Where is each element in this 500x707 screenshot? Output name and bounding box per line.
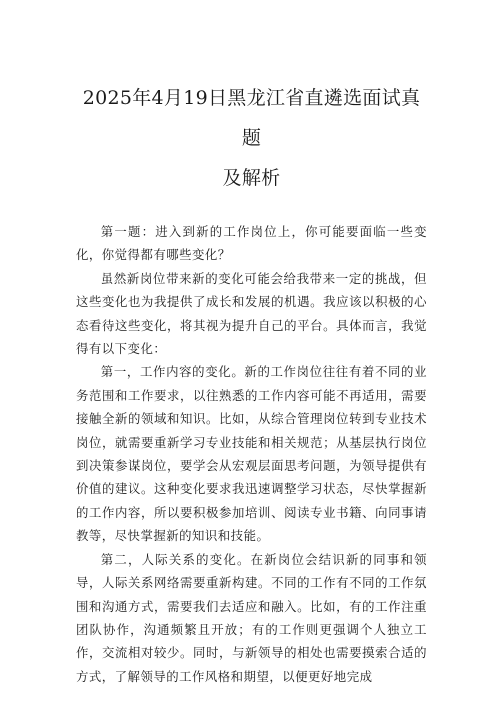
paragraph-question: 第一题：进入到新的工作岗位上，你可能要面临一些变化，你觉得都有哪些变化？ xyxy=(76,224,427,263)
title-line-2: 及解析 xyxy=(222,167,281,189)
document-body xyxy=(76,220,427,688)
title-line-1: 2025年4月19日黑龙江省直遴选面试真题 xyxy=(82,87,421,149)
paragraph-work-content: 第一，工作内容的变化。新的工作岗位往往有着不同的业务范围和工作要求，以往熟悉的工作内容可能不再适用，需要接触全新的领域和知识。比如，从综合管理岗位转到专业技术岗位，就需要重新学习专业技能和相关规范；从基层执行岗位到决策参谋岗位，要学会从宏观层面思考问题，为领导提供有价值的建议。这种变化要求我迅速调整学习状态，尽快掌握新的工作内容，所以要积极参加培训、阅读专业书籍、向同事请教等，尽快掌握新的知识和技能。 xyxy=(76,364,427,544)
paragraph-intro: 虽然新岗位带来新的变化可能会给我带来一定的挑战，但这些变化也为我提供了成长和发展的机遇。我应该以积极的心态看待这些变化，将其视为提升自己的平台。具体而言，我觉得有以下变化： xyxy=(76,270,427,357)
paragraph-relationships: 第二，人际关系的变化。在新岗位会结识新的同事和领导，人际关系网络需要重新构建。不同的工作有不同的工作氛围和沟通方式，需要我们去适应和融入。比如，有的工作注重团队协作，沟通频繁且开放；有的工作则更强调个人独立工作，交流相对较少。同时，与新领导的相处也需要摸索合适的方式，了解领导的工作风格和期望，以便更好地完成 xyxy=(76,551,427,684)
document-title xyxy=(76,78,427,198)
